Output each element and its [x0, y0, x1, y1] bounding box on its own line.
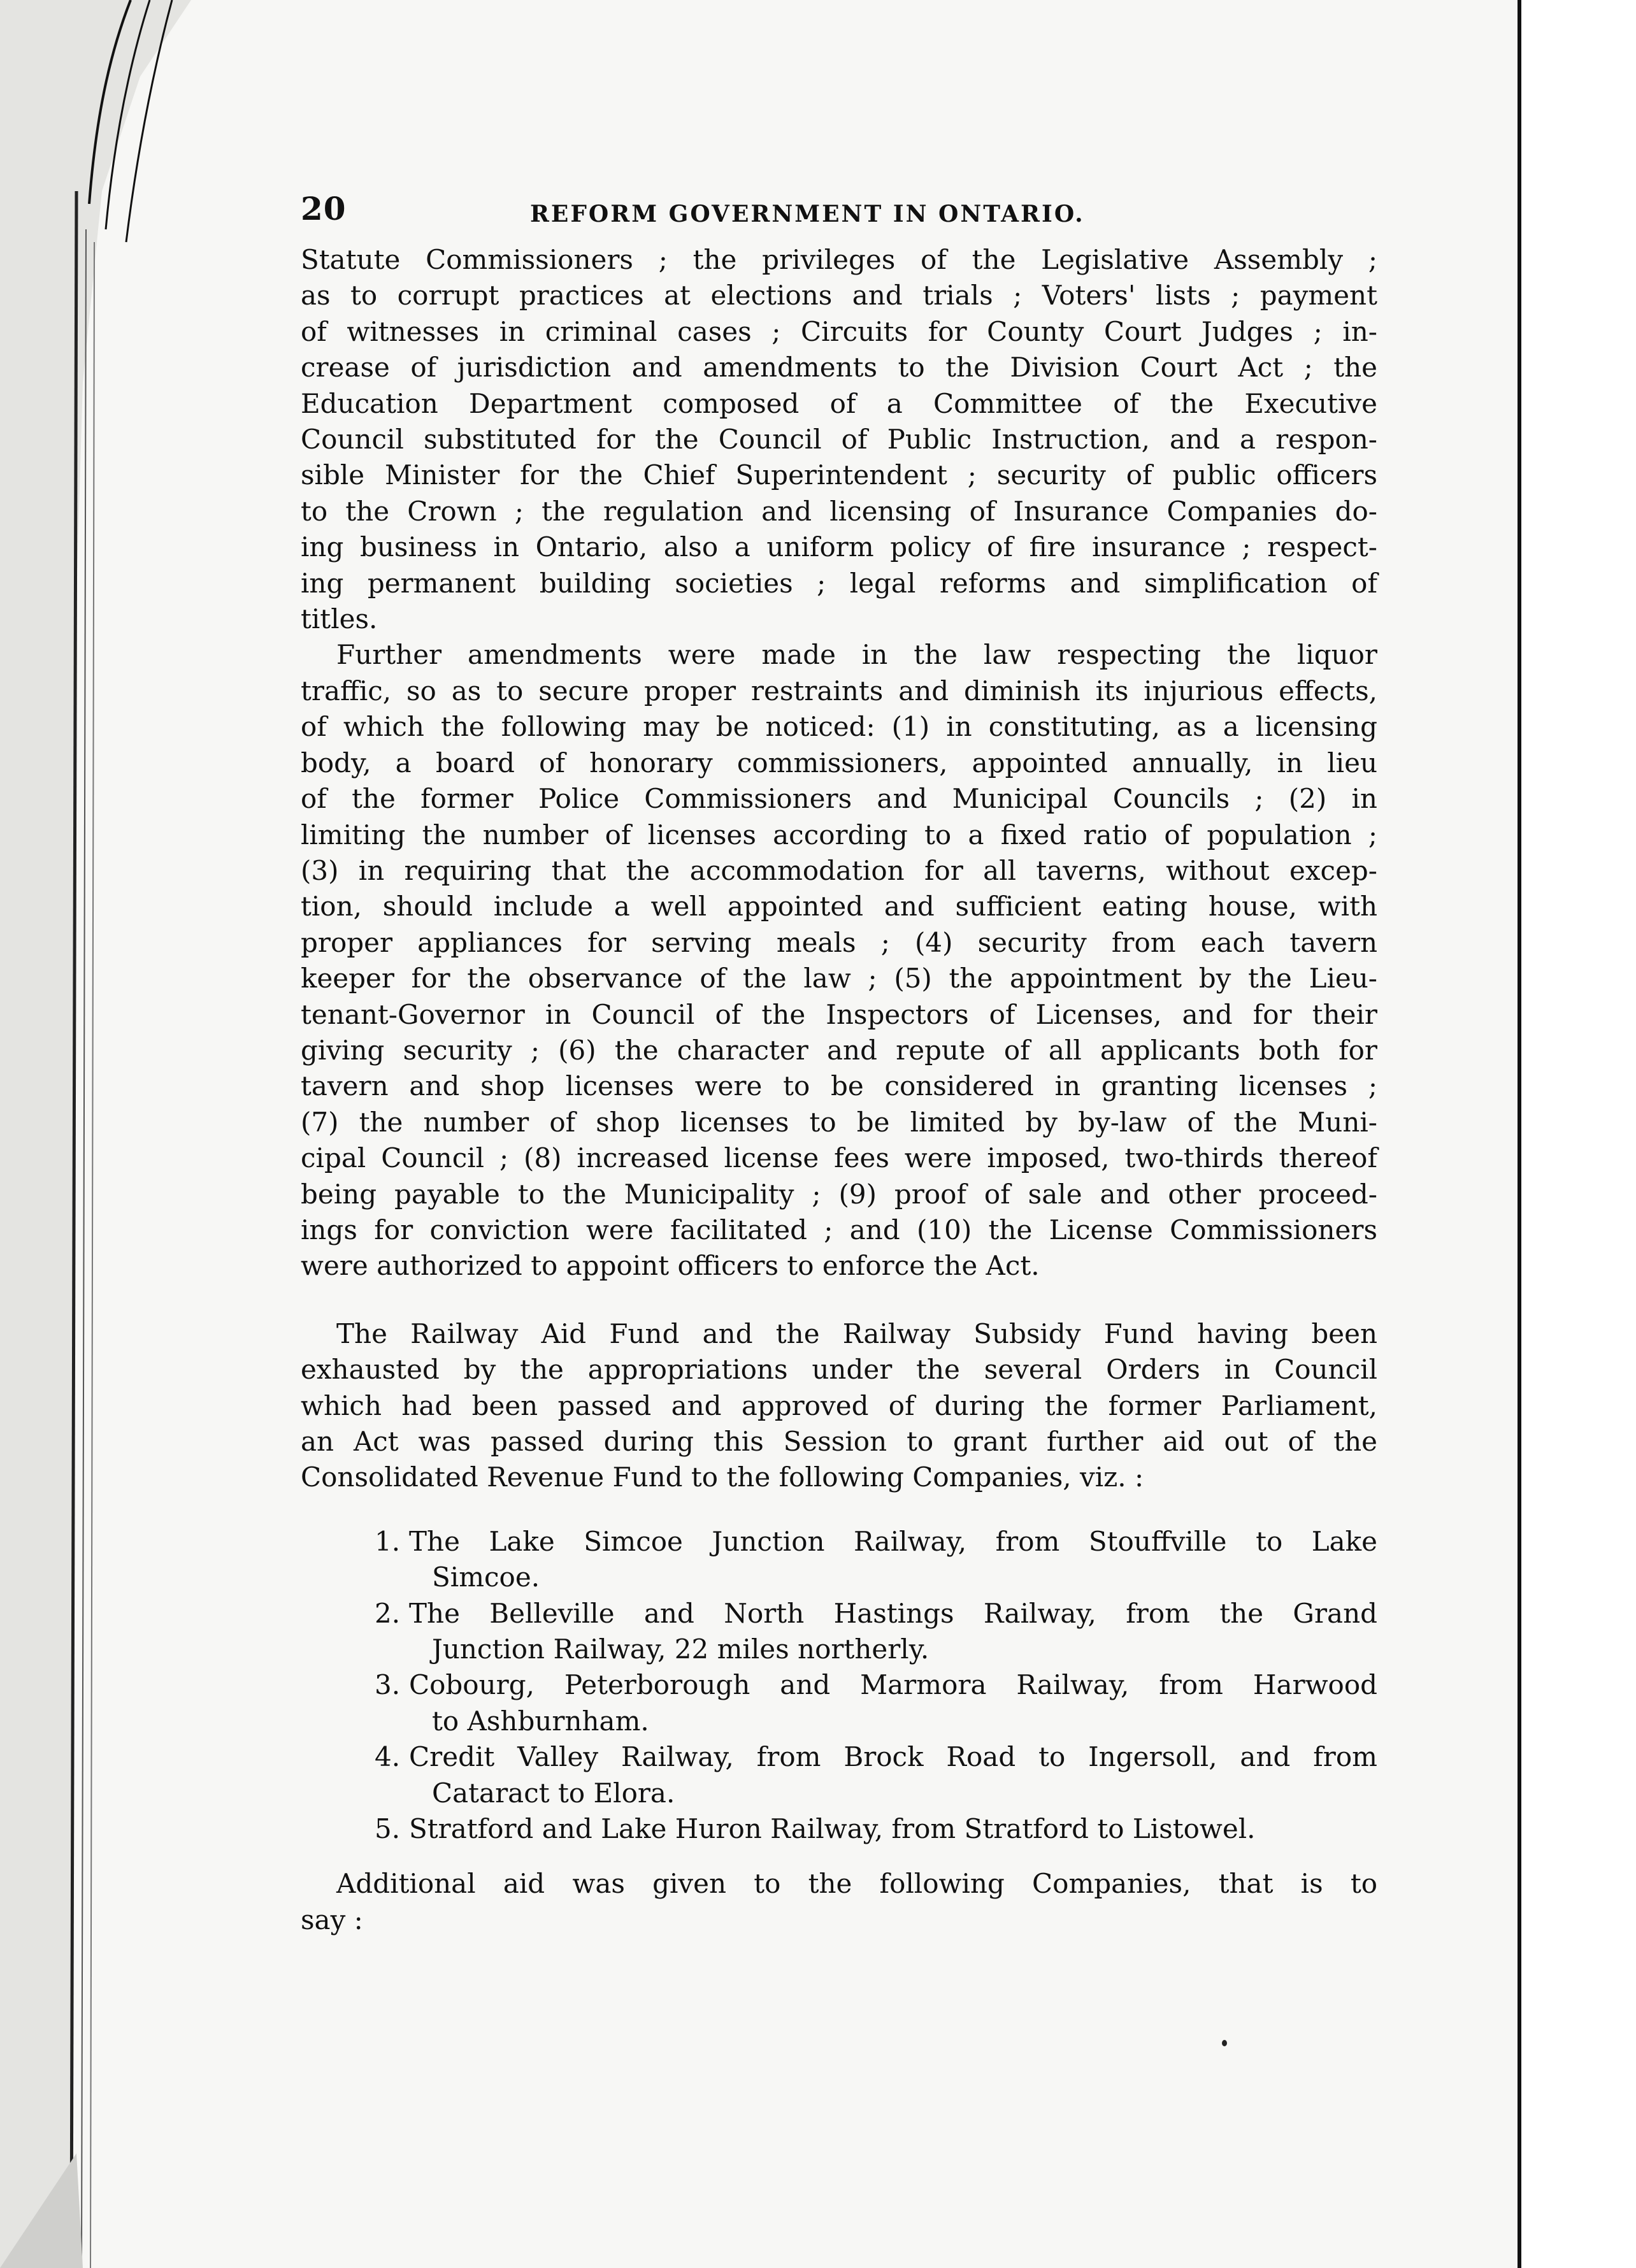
text-line: to Ashburnham.	[432, 1705, 649, 1737]
list-item-number: 4.	[375, 1741, 401, 1773]
list-item	[301, 1739, 1377, 1811]
text-line: of the former Police Commissioners and Municipal Councils ; (2) in	[301, 783, 1377, 815]
text-line: traffic, so as to secure proper restraints and diminish its injurious effects,	[301, 675, 1377, 707]
paragraph-statute-list	[301, 242, 1377, 637]
text-line: Stratford and Lake Huron Railway, from Stratford to Listowel.	[409, 1813, 1256, 1845]
text-line: Junction Railway, 22 miles northerly.	[432, 1633, 929, 1665]
paragraph-additional-aid	[301, 1866, 1377, 1938]
running-head	[301, 191, 1377, 242]
text-line: ing permanent building societies ; legal reforms and simplification of	[301, 567, 1377, 599]
list-item	[301, 1596, 1377, 1668]
text-line: as to corrupt practices at elections and trials ; Voters' lists ; payment	[301, 280, 1377, 312]
text-line: which had been passed and approved of during the former Parliament,	[301, 1389, 1377, 1421]
text-line: proper appliances for serving meals ; (4) security from each tavern	[301, 926, 1377, 958]
list-item-number: 3.	[375, 1669, 401, 1701]
page-body	[301, 191, 1377, 1938]
text-line: say :	[301, 1904, 363, 1935]
text-line: Credit Valley Railway, from Brock Road to Ingersoll, and from	[409, 1741, 1377, 1773]
paragraph-railway-aid	[301, 1316, 1377, 1496]
text-line: of which the following may be noticed: (1) in constituting, as a licensing	[301, 711, 1377, 743]
text-line: Education Department composed of a Committee of the Executive	[301, 387, 1377, 419]
text-line: Further amendments were made in the law respecting the liquor	[336, 639, 1377, 671]
adjacent-page-edge	[1518, 0, 1636, 2268]
text-line: The Lake Simcoe Junction Railway, from Stouffville to Lake	[409, 1525, 1377, 1557]
text-line: to the Crown ; the regulation and licensing of Insurance Companies do-	[301, 495, 1377, 527]
text-line: Statute Commissioners ; the privileges of the Legislative Assembly ;	[301, 244, 1377, 275]
text-line: ings for conviction were facilitated ; and (10) the License Commissioners	[301, 1214, 1377, 1245]
running-title: REFORM GOVERNMENT IN ONTARIO.	[530, 201, 1085, 227]
list-item-number: 5.	[375, 1813, 401, 1845]
text-line: Council substituted for the Council of Public Instruction, and a respon-	[301, 424, 1377, 456]
text-line: sible Minister for the Chief Superintendent ; security of public officers	[301, 459, 1377, 491]
text-line: giving security ; (6) the character and repute of all applicants both for	[301, 1034, 1377, 1066]
text-line: Cobourg, Peterborough and Marmora Railway, from Harwood	[409, 1669, 1377, 1701]
text-line: limiting the number of licenses according to a fixed ratio of population ;	[301, 819, 1377, 850]
text-line: ing business in Ontario, also a uniform policy of fire insurance ; respect-	[301, 531, 1377, 563]
text-line: were authorized to appoint officers to enforce the Act.	[301, 1250, 1040, 1282]
page-number: 20	[301, 190, 347, 227]
text-line: tenant-Governor in Council of the Inspectors of Licenses, and for their	[301, 998, 1377, 1030]
list-item-number: 2.	[375, 1597, 401, 1629]
text-line: an Act was passed during this Session to grant further aid out of the	[301, 1426, 1377, 1457]
text-line: Cataract to Elora.	[432, 1777, 675, 1809]
text-line: Additional aid was given to the following Companies, that is to	[336, 1868, 1377, 1900]
text-line: (3) in requiring that the accommodation for all taverns, without excep-	[301, 854, 1377, 886]
text-line: crease of jurisdiction and amendments to the Division Court Act ; the	[301, 352, 1377, 384]
list-item-number: 1.	[375, 1525, 401, 1557]
text-line: keeper for the observance of the law ; (5) the appointment by the Lieu-	[301, 963, 1377, 994]
book-binding-edge	[0, 0, 191, 2268]
text-line: tion, should include a well appointed and sufficient eating house, with	[301, 891, 1377, 922]
text-line: Consolidated Revenue Fund to the following Companies, viz. :	[301, 1461, 1144, 1493]
text-line: exhausted by the appropriations under the several Orders in Council	[301, 1354, 1377, 1386]
list-item	[301, 1667, 1377, 1739]
paragraph-liquor-law	[301, 637, 1377, 1284]
text-line: The Railway Aid Fund and the Railway Subsidy Fund having been	[336, 1317, 1377, 1349]
text-line: cipal Council ; (8) increased license fees were imposed, two-thirds thereof	[301, 1142, 1377, 1174]
list-item	[301, 1811, 1377, 1847]
list-item	[301, 1524, 1377, 1596]
text-line: (7) the number of shop licenses to be limited by by-law of the Muni-	[301, 1106, 1377, 1138]
text-line: Simcoe.	[432, 1561, 540, 1593]
railway-companies-list	[301, 1524, 1377, 1848]
text-line: tavern and shop licenses were to be considered in granting licenses ;	[301, 1070, 1377, 1102]
text-line: titles.	[301, 603, 378, 635]
ink-speck	[1222, 2040, 1227, 2046]
text-line: body, a board of honorary commissioners, appointed annually, in lieu	[301, 747, 1377, 779]
text-line: of witnesses in criminal cases ; Circuits for County Court Judges ; in-	[301, 315, 1377, 347]
text-line: The Belleville and North Hastings Railway, from the Grand	[409, 1597, 1377, 1629]
text-line: being payable to the Municipality ; (9) proof of sale and other proceed-	[301, 1178, 1377, 1210]
